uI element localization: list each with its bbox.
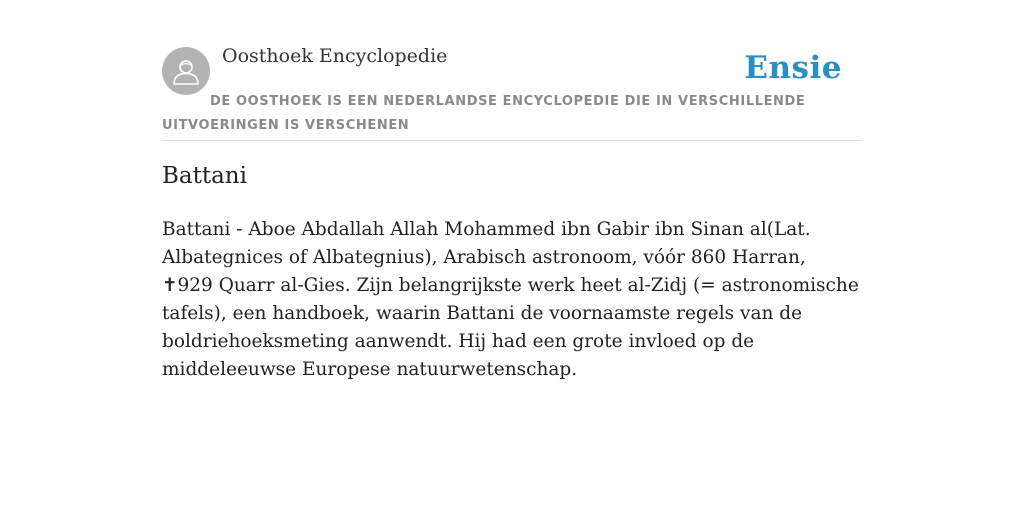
- page-container: [162, 0, 862, 380]
- header: [162, 0, 862, 141]
- page-title: Battani: [162, 163, 247, 189]
- brand-logo[interactable]: Ensie: [744, 50, 842, 86]
- site-name[interactable]: Oosthoek Encyclopedie: [222, 45, 448, 67]
- avatar[interactable]: [162, 47, 210, 95]
- site-tagline: DE OOSTHOEK IS EEN NEDERLANDSE ENCYCLOPEDIE DIE IN VERSCHILLENDE UITVOERINGEN IS VERSCHENEN: [162, 94, 806, 133]
- user-icon: [170, 55, 202, 87]
- article-body: Battani - Aboe Abdallah Allah Mohammed ibn Gabir ibn Sinan al(Lat. Albategnices of Albategnius), Arabisch astronoom, vóór 860 Harran, ✝929 Quarr al-Gies. Zijn belangrijkste werk heet al-Zidj (= astronomische tafels), een handboek, waarin Battani de voornaamste regels van de boldriehoeksmeting aanwendt. Hij had een grote invloed op de middeleeuwse Europese natuurwetenschap.: [162, 219, 859, 380]
